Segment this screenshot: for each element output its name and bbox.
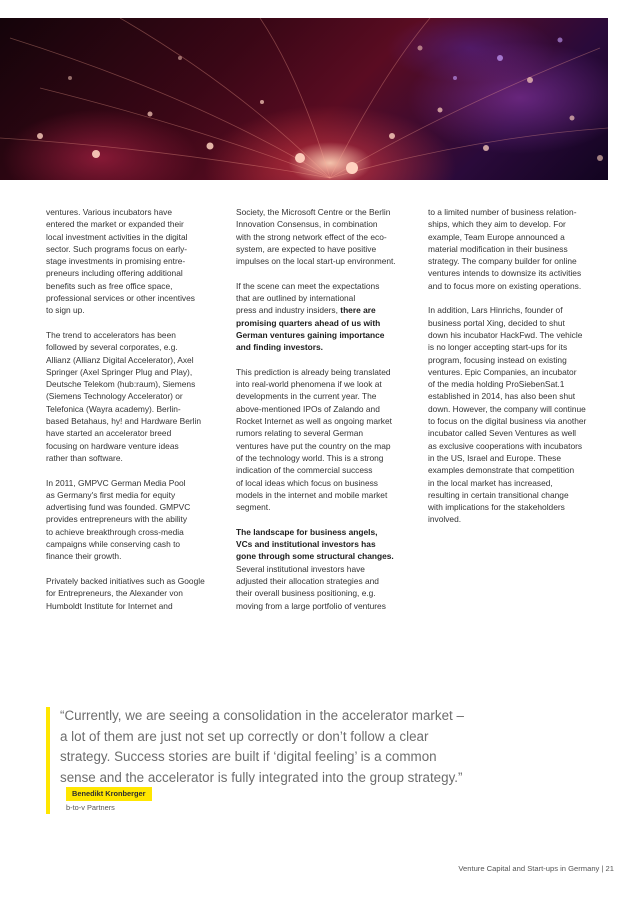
- paragraph-with-lead: [236, 526, 416, 612]
- paragraph: In addition, Lars Hinrichs, founder of business portal Xing, decided to shut down his incubator HackFwd. The vehicle is no longer accepting start-ups for its program, focusing instead on existing ventures. Epic Companies, an incubator of the media holding ProSiebenSat.1 established in 2014, has also been shut down. However, the company will continue to focus on the digital business via another incubator called Seven Ventures as well as exclusive cooperations with incubators in the US, Israel and Europe. These examples demonstrate that competition in the local market has increased, resulting in certain transitional change with implications for the stakeholders involved.: [428, 305, 587, 525]
- paragraph: ventures. Various incubators have entered the market or expanded their local investment activities in the digital sector. Such programs focus on early- stage investments in promising entre- preneurs including offering additional benefits such as free office space, professional services or other incentives to sign up.: [46, 207, 195, 316]
- quote-organization: b-to-v Partners: [66, 803, 115, 812]
- paragraph: In 2011, GMPVC German Media Pool as Germany's first media for equity advertising fund was founded. GMPVC provides entrepreneurs with the ability to achieve breakthrough cross-media campaigns while conserving cash to finance their growth.: [46, 477, 191, 562]
- lead-text: The landscape for business angels, VCs and institutional investors has gone through some structural changes.: [236, 526, 394, 562]
- paragraph: This prediction is already being translated into real-world phenomena if we look at developments in the current year. The above-mentioned IPOs of Zalando and Rocket Internet as well as ongoing market rumors relating to several German ventures have put the country on the map of the technology world. This is a strong indication of the commercial success of local ideas which focus on business models in the internet and mobile market segment.: [236, 366, 392, 513]
- fiber-light-strands: [0, 18, 608, 180]
- page-footer: Venture Capital and Start-ups in Germany | 21: [458, 864, 614, 873]
- header-fiber-optic-image: [0, 18, 608, 180]
- quote-accent-bar: [46, 707, 50, 814]
- pull-quote: “Currently, we are seeing a consolidation in the accelerator market – a lot of them are just not set up correctly or don’t follow a clear strategy. Success stories are built if ‘digital feeling’ is a common sense and the accelerator is fully integrated into the group strategy.”: [60, 708, 464, 785]
- quote-author-badge: Benedikt Kronberger: [66, 787, 152, 801]
- text-column-2: [236, 206, 416, 624]
- paragraph: Privately backed initiatives such as Google for Entrepreneurs, the Alexander von Humboldt Institute for Internet and: [46, 575, 205, 611]
- paragraph: The trend to accelerators has been followed by several corporates, e.g. Allianz (Allianz Digital Accelerator), Axel Springer (Axel Springer Plug and Play), Deutsche Telekom (hub:raum), Siemens (Siemens Technology Accelerator) or Telefonica (Wayra academy). Berlin- based Betahaus, hy! and Hardware Berlin have started an accelerator breed focusing on hardware venture ideas rather than software.: [46, 329, 202, 463]
- paragraph-text: Several institutional investors have adjusted their allocation strategies and their overall business positioning, e.g. moving from a large portfolio of ventures: [236, 563, 386, 611]
- text-column-3: [428, 206, 608, 538]
- paragraph: to a limited number of business relation- ships, which they aim to develop. For example, Team Europe announced a material modification in their business strategy. The company builder for online ventures intends to downsize its activities and to focus more on existing operations.: [428, 207, 582, 291]
- paragraph-text: If the scene can meet the expectations that are outlined by international press and industry insiders,: [236, 280, 380, 316]
- text-column-1: [46, 206, 226, 624]
- paragraph-with-emphasis: [236, 280, 416, 354]
- paragraph: Society, the Microsoft Centre or the Berlin Innovation Consensus, in combination with the strong network effect of the eco- system, are expected to have positive impulses on the local start-up environment.: [236, 207, 396, 267]
- emphasis-text: there are promising quarters ahead of us with German ventures gaining importance and finding investors.: [236, 305, 385, 353]
